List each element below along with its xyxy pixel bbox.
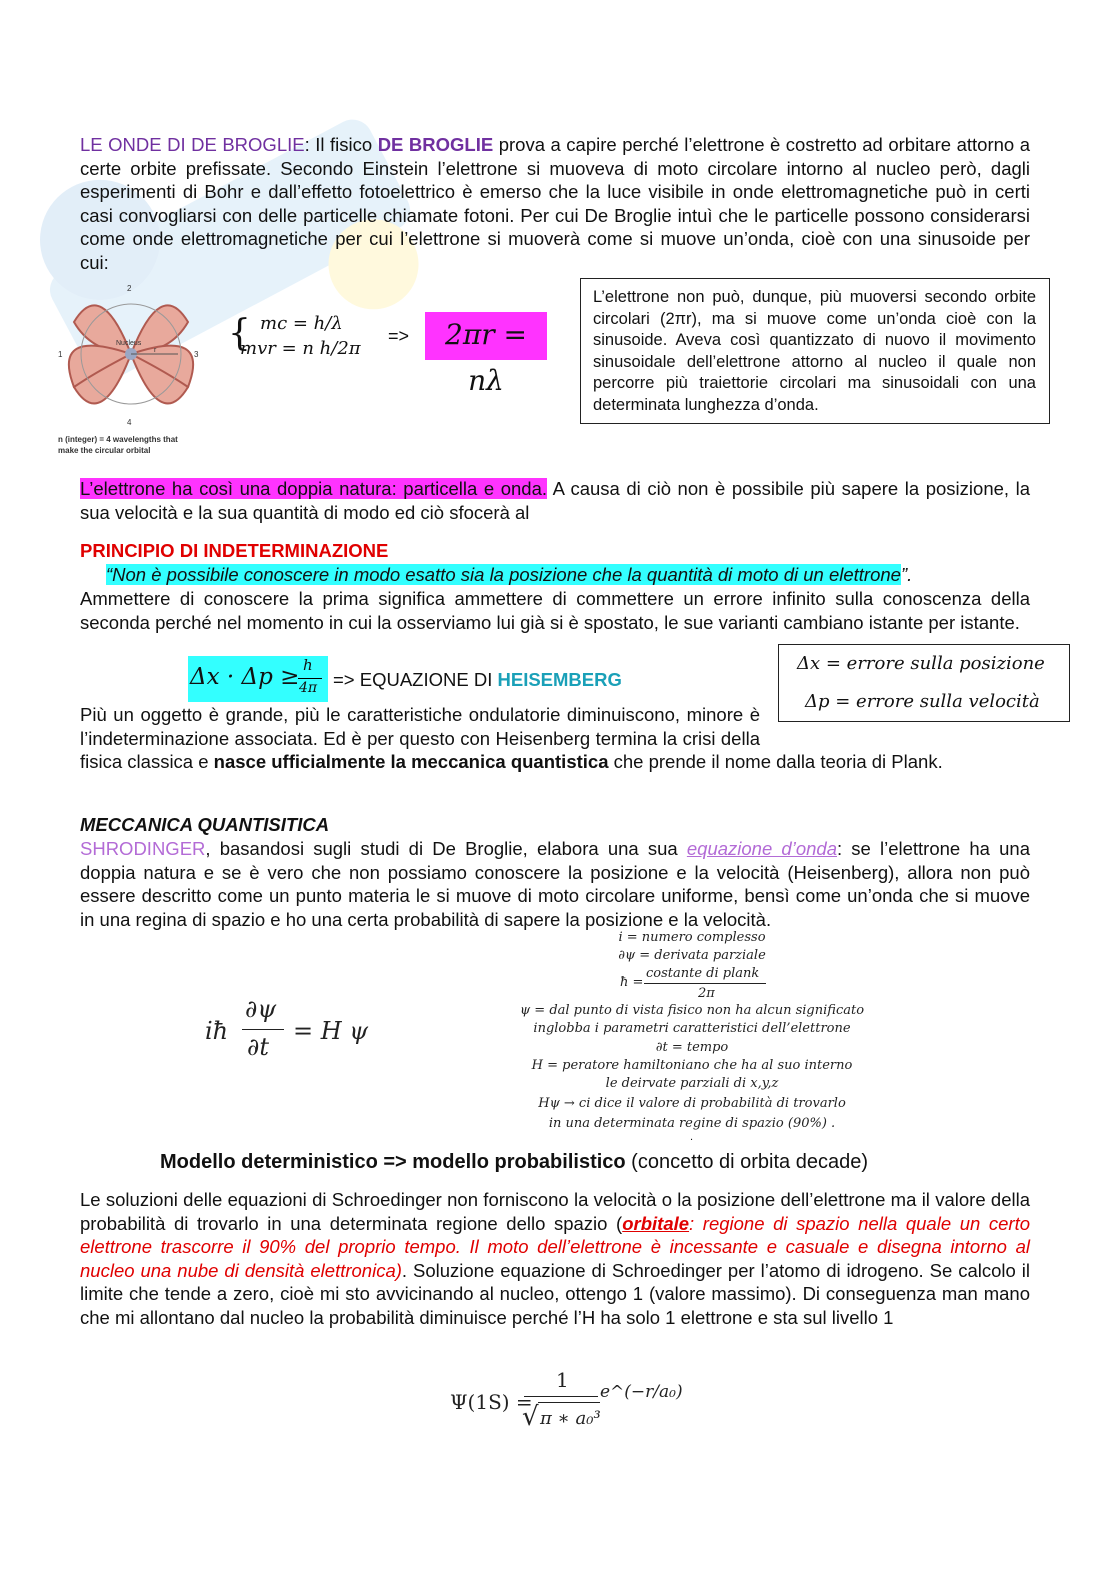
system-brace: { [228,313,251,354]
psi-exponential: e^(−r/a₀) [600,1382,683,1402]
orbital-wave-figure [56,282,206,457]
fraction-bar [524,1396,598,1397]
schrodinger-ih: iħ [205,1017,229,1045]
hbar-denominator: 2π [698,986,715,1001]
heisenberg-lhs: Δx · Δp ≥ [190,664,300,690]
meccanica-paragraph [80,837,1030,931]
legend-line: i = numero complesso [618,930,766,945]
error-velocity: Δp = errore sulla velocità [805,691,1040,712]
system-line-2: mvr = n h/2π [240,338,361,359]
schrodinger-equation [205,995,375,1067]
quantum-mechanics-birth: nasce ufficialmente la meccanica quantistica [213,751,609,773]
error-position: Δx = errore sulla posizione [797,653,1045,674]
schrodinger-rhs: = H ψ [293,1017,369,1045]
heisenberg-denominator: 4π [299,680,318,696]
legend-dot: . [690,1131,694,1143]
text-fragment: prova a capire perché l’elettrone è costretto ad orbitare attorno a certe orbite prefissate. Secondo Einstein l’elettrone si muoveva di moto circolare intorno al nucleo però, dagli esperimenti di Bohr e dall’effetto fotoelettrico è emerso che la luce visibile in onde elettromagnetiche può in certi casi convogliarsi con delle particelle chiamate fotoni. Per cui De Broglie intuì che le particelle possono considerarsi come onde elettromagnetiche per cui l’elettrone si muoverà come si muove un’onda, cioè con una sinusoide per cui: [80,134,1031,273]
text-fragment: (concetto di orbita decade) [625,1151,868,1173]
legend-line: ψ = dal punto di vista fisico non ha alcun significato [519,1003,865,1018]
indeterminazione-heading: PRINCIPIO DI INDETERMINAZIONE [80,540,389,561]
text-fragment: , basandosi sugli studi di De Broglie, elabora una sua [205,838,687,859]
indeterminazione-conclusion [80,703,1030,774]
orbit-explanation-box [580,278,1050,424]
de-broglie-name: DE BROGLIE [377,134,494,155]
nucleus-label: Nucleus [116,340,142,347]
quote-text: “Non è possibile conoscere in modo esatto sia la posizione che la quantità di moto di un elettrone [106,564,901,585]
legend-line: ∂t = tempo [655,1040,729,1055]
figure-caption-line2: make the circular orbital [58,446,151,455]
text-fragment: Le soluzioni delle equazioni di Schroedinger non forniscono la velocità o la posizione dell’elettrone ma il valore della probabilità di trovarlo in una determinata regione dello spazio ( [80,1189,1030,1234]
text-fragment: => EQUAZIONE DI [333,669,498,690]
orbitale-definition: : regione di spazio nella quale un certo elettrone trascorre il 90% del proprio tempo. Il moto dell’elettrone è incessante e casuale e disegna intorno al nucleo una nube di densità elettronica) [80,1212,1030,1281]
psi-numerator: 1 [556,1368,569,1392]
schrodinger-numerator: ∂ψ [245,995,277,1023]
heisenberg-equation [188,656,328,702]
orbit-number-1: 1 [58,350,63,359]
text-fragment: . Soluzione equazione di Schroedinger per l’atomo di idrogeno. Se calcolo il limite che tende a zero, cioè mi sto avvicinando al nucleo, ottengo 1 (valore massimo). Di conseguenza man mano che mi allontano dal nucleo la probabilità diminuisce perché l’H ha solo 1 elettrone e sta sul livello 1 [80,1259,1031,1328]
modello-bold: Modello deterministico => modello probabilistico [160,1151,626,1173]
system-line-1: mc = h/λ [260,313,343,334]
fraction-bar [242,1029,284,1030]
hbar-symbol: ħ = [620,975,644,990]
schrodinger-denominator: ∂t [247,1033,270,1061]
fraction-bar [298,678,322,679]
quantization-equation: 2πr = nλ [425,312,547,360]
text-fragment: : Il fisico [304,134,378,155]
radius-label: r [154,347,157,354]
meccanica-heading: MECCANICA QUANTISITICA [80,814,330,835]
legend-line: ∂ψ = derivata parziale [618,948,766,963]
legend-line: H = peratore hamiltoniano che ha al suo interno [531,1058,853,1073]
orbit-number-3: 3 [194,350,199,359]
psi-denominator: π ∗ a₀³ [540,1408,601,1429]
orbit-explanation-text: L’elettrone non può, dunque, più muoversi secondo orbite circolari (2πr), ma si muove come un’onda cioè con la sinusoide. Aveva così quantizzato di nuovo il movimento sinusoidale dell’elettrone attorno al nucleo il quale non percorre più traiettorie circolari ma sinusoidali con una determinata lunghezza d’onda. [593,288,1036,414]
implies-arrow: => [388,326,410,346]
figure-caption-line1: n (integer) = 4 wavelengths that [58,435,178,444]
indeterminazione-text: Ammettere di conoscere la prima significa ammettere di commettere un errore infinito sulla conoscenza della seconda perché nel momento in cui la osserviamo lui già si è spostato, le sue varianti cambiano istante per istante. [80,588,1030,633]
de-broglie-paragraph [80,133,1030,275]
quote-end: ”. [900,564,913,585]
fraction-bar [644,983,766,984]
heisenberg-numerator: h [303,656,313,674]
orbit-number-2: 2 [127,284,132,293]
de-broglie-heading: LE ONDE DI DE BROGLIE [80,134,305,155]
legend-line: in una determinata regine di spazio (90%) . [548,1116,836,1131]
dual-nature-paragraph [80,477,1030,524]
float-spacer [760,703,1030,747]
text-fragment: A causa di ciò non è possibile più sapere la posizione, la sua velocità e la sua quantità di modo ed ciò sfocerà al [80,478,1030,523]
text-fragment: Più un oggetto è grande, più le caratteristiche ondulatorie diminuiscono, minore è l’indeterminazione associata. Ed è per questo con Heisenberg termina la crisi della fisica classica e [80,704,760,773]
equazione-onda-link[interactable]: equazione d’onda [686,838,837,859]
heisenberg-label [333,668,622,692]
shrodinger-name: SHRODINGER [80,838,206,859]
sqrt-bar [538,1402,600,1403]
orbit-number-4: 4 [127,418,132,427]
modello-line [160,1149,868,1175]
hbar-numerator: costante di plank [646,966,760,981]
legend-line: Hψ → ci dice il valore di probabilità di trovarlo [538,1096,846,1111]
heisenberg-name: HEISEMBERG [497,669,622,690]
sqrt-sign: √ [522,1402,539,1432]
legend-line: inglobba i parametri caratteristici dell’elettrone [533,1021,851,1036]
indeterminazione-quote [106,563,1026,587]
text-fragment: : se l’elettrone ha una doppia natura e se è vero che non possiamo conoscere la posizione e la velocità (Heisenberg), allora non può essere descritto come un punto materia le si muove di moto circolare uniforme, bensì come un’onda che si muove in una regina di spazio e ho una certa probabilità di sapere la posizione e la velocità. [80,838,1030,930]
legend-line: le deirvate parziali di x,y,z [605,1076,779,1091]
psi-lhs: Ψ(1S) = [450,1390,533,1414]
text-fragment: che prende il nome dalla teoria di Plank. [608,751,943,773]
orbitale-term: orbitale [622,1212,690,1234]
dual-nature-highlight: L’elettrone ha così una doppia natura: particella e onda. [80,478,548,499]
psi-1s-formula [450,1368,683,1456]
soluzioni-paragraph [80,1188,1030,1330]
